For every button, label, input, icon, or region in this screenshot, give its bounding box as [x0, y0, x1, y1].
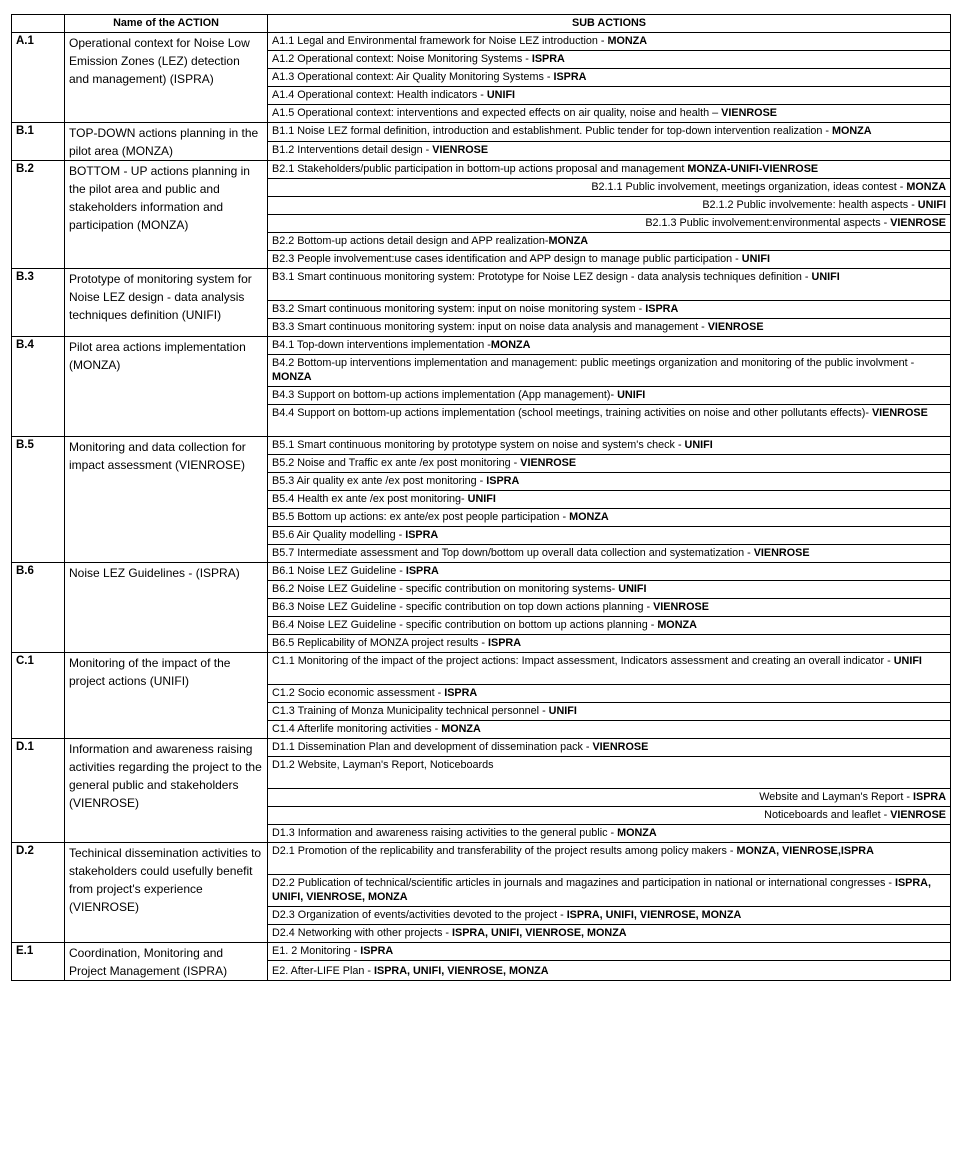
sub-action-text: B5.1 Smart continuous monitoring by prototype system on noise and system's check -	[272, 439, 685, 451]
sub-action-partner: UNIFI	[548, 705, 577, 717]
sub-action	[268, 69, 951, 87]
sub-action	[268, 703, 951, 721]
header-code-cell	[12, 15, 65, 33]
sub-action	[268, 685, 951, 703]
sub-action-text: C1.2 Socio economic assessment -	[272, 687, 445, 699]
sub-action-text: D2.1 Promotion of the replicability and transferability of the project results among policy makers -	[272, 845, 737, 857]
action-code: B.3	[12, 269, 65, 337]
action-code: D.2	[12, 843, 65, 943]
sub-action-partner: ISPRA, UNIFI, VIENROSE, MONZA	[272, 877, 931, 903]
sub-action-partner: ISPRA	[405, 529, 439, 541]
sub-action-partner: UNIFI	[467, 493, 496, 505]
sub-action-text: B3.2 Smart continuous monitoring system: input on noise monitoring system -	[272, 303, 646, 315]
sub-action-partner: ISPRA	[645, 303, 679, 315]
sub-action-partner: MONZA	[272, 371, 312, 383]
sub-action-partner: UNIFI	[811, 271, 840, 283]
sub-action	[268, 907, 951, 925]
action-code: D.1	[12, 739, 65, 843]
header-row	[12, 15, 951, 33]
sub-action-partner: VIENROSE	[707, 321, 764, 333]
sub-action	[268, 789, 951, 807]
sub-action-partner: ISPRA	[360, 945, 394, 957]
sub-action	[268, 563, 951, 581]
action-name: Operational context for Noise Low Emission Zones (LEZ) detection and management) (ISPRA)	[65, 33, 268, 123]
sub-action	[268, 509, 951, 527]
sub-action	[268, 943, 951, 961]
sub-action-text: B6.2 Noise LEZ Guideline - specific contribution on monitoring systems-	[272, 583, 619, 595]
sub-action-partner: VIENROSE	[653, 601, 709, 613]
sub-action-text: E2. After-LIFE Plan -	[272, 965, 375, 977]
action-name: Pilot area actions implementation (MONZA)	[65, 337, 268, 437]
sub-action	[268, 405, 951, 437]
sub-action	[268, 337, 951, 355]
sub-action-text: B6.4 Noise LEZ Guideline - specific contribution on bottom up actions planning -	[272, 619, 658, 631]
sub-action-partner: VIENROSE	[753, 547, 810, 559]
sub-action	[268, 123, 951, 142]
sub-action-partner: MONZA	[906, 181, 946, 193]
action-code: B.1	[12, 123, 65, 161]
sub-action	[268, 87, 951, 105]
sub-action-partner: UNIFI	[618, 583, 647, 595]
sub-action	[268, 807, 951, 825]
sub-action-text: B2.1.2 Public involvemente: health aspects -	[702, 199, 918, 211]
sub-action	[268, 875, 951, 907]
table-row	[12, 437, 951, 455]
sub-action	[268, 105, 951, 123]
sub-action-text: B6.5 Replicability of MONZA project results -	[272, 637, 489, 649]
sub-action-text: B5.3 Air quality ex ante /ex post monitoring -	[272, 475, 487, 487]
sub-action-text: B4.4 Support on bottom-up actions implementation (school meetings, training activities on noise and other pollutants effects)-	[272, 407, 872, 419]
sub-action-text: B5.2 Noise and Traffic ex ante /ex post monitoring -	[272, 457, 521, 469]
sub-action-partner: MONZA	[490, 339, 531, 351]
sub-action-text: D1.1 Dissemination Plan and development of dissemination pack -	[272, 741, 593, 753]
sub-action	[268, 473, 951, 491]
action-name: Information and awareness raising activities regarding the project to the general public and stakeholders (VIENROSE)	[65, 739, 268, 843]
sub-action-partner: VIENROSE	[520, 457, 577, 469]
sub-action-text: C1.4 Afterlife monitoring activities -	[272, 723, 442, 735]
sub-action-text: B2.2 Bottom-up actions detail design and APP realization-	[272, 235, 549, 247]
sub-action-text: C1.1 Monitoring of the impact of the project actions: Impact assessment, Indicators assessment and creating an overall indicator -	[272, 655, 894, 667]
sub-action-text: B6.3 Noise LEZ Guideline - specific contribution on top down actions planning -	[272, 601, 654, 613]
table-row	[12, 161, 951, 179]
sub-action-text: B1.2 Interventions detail design -	[272, 144, 433, 156]
sub-action	[268, 33, 951, 51]
sub-action-partner: MONZA	[617, 827, 657, 839]
sub-action	[268, 843, 951, 875]
sub-action-partner: ISPRA	[444, 687, 478, 699]
header-sub-actions: SUB ACTIONS	[268, 15, 951, 33]
sub-action	[268, 233, 951, 251]
sub-action-text: D1.3 Information and awareness raising activities to the general public -	[272, 827, 618, 839]
sub-action-partner: UNIFI	[684, 439, 713, 451]
table-row	[12, 943, 951, 961]
sub-action-text: B6.1 Noise LEZ Guideline -	[272, 565, 406, 577]
sub-action-partner: MONZA	[569, 511, 609, 523]
table-row	[12, 739, 951, 757]
table-row	[12, 843, 951, 875]
sub-action	[268, 721, 951, 739]
action-code: B.5	[12, 437, 65, 563]
action-code: E.1	[12, 943, 65, 981]
sub-action-partner: ISPRA	[531, 53, 565, 65]
sub-action-text: B2.1.1 Public involvement, meetings organization, ideas contest -	[591, 181, 907, 193]
sub-action-partner: VIENROSE	[432, 144, 489, 156]
sub-action-partner: VIENROSE	[871, 407, 928, 419]
sub-action-text: B3.3 Smart continuous monitoring system: input on noise data analysis and management -	[272, 321, 708, 333]
sub-action-text: B5.5 Bottom up actions: ex ante/ex post people participation -	[272, 511, 570, 523]
sub-action	[268, 455, 951, 473]
sub-action-partner: MONZA	[548, 235, 589, 247]
sub-action-partner: MONZA	[441, 723, 481, 735]
action-code: A.1	[12, 33, 65, 123]
sub-action	[268, 51, 951, 69]
sub-action-partner: MONZA	[657, 619, 697, 631]
sub-action-text: A1.4 Operational context: Health indicators -	[272, 89, 487, 101]
table-row	[12, 33, 951, 51]
sub-action-text: B2.1 Stakeholders/public participation in bottom-up actions proposal and management	[272, 163, 688, 175]
sub-action-partner: MONZA	[607, 35, 648, 47]
sub-action-text: D2.2 Publication of technical/scientific articles in journals and magazines and participation in national or international congresses -	[272, 877, 895, 889]
sub-action-partner: ISPRA, UNIFI, VIENROSE, MONZA	[452, 927, 627, 939]
sub-action-partner: VIENROSE	[890, 217, 946, 229]
sub-action-text: B4.3 Support on bottom-up actions implementation (App management)-	[272, 389, 618, 401]
action-code: B.4	[12, 337, 65, 437]
sub-action	[268, 161, 951, 179]
action-name: Noise LEZ Guidelines - (ISPRA)	[65, 563, 268, 653]
sub-action	[268, 319, 951, 337]
sub-action	[268, 599, 951, 617]
action-name: TOP-DOWN actions planning in the pilot area (MONZA)	[65, 123, 268, 161]
sub-action-text: B4.1 Top-down interventions implementation -	[272, 339, 491, 351]
sub-action	[268, 301, 951, 319]
sub-action-text: A1.1 Legal and Environmental framework for Noise LEZ introduction -	[272, 35, 608, 47]
action-name: Prototype of monitoring system for Noise LEZ design - data analysis techniques definition (UNIFI)	[65, 269, 268, 337]
table-row	[12, 123, 951, 142]
sub-action	[268, 653, 951, 685]
sub-action-partner: UNIFI	[917, 199, 946, 211]
sub-action-partner: UNIFI	[893, 655, 922, 667]
sub-action	[268, 142, 951, 161]
sub-action-partner: ISPRA	[486, 475, 520, 487]
sub-action	[268, 739, 951, 757]
sub-action-text: B2.3 People involvement:use cases identification and APP design to manage public participation -	[272, 253, 742, 265]
sub-action	[268, 925, 951, 943]
sub-action	[268, 215, 951, 233]
sub-action	[268, 825, 951, 843]
sub-action-text: A1.5 Operational context: interventions and expected effects on air quality, noise and health –	[272, 107, 722, 119]
sub-action-text: C1.3 Training of Monza Municipality technical personnel -	[272, 705, 549, 717]
table-row	[12, 269, 951, 301]
sub-action-partner: ISPRA	[488, 637, 522, 649]
sub-action	[268, 179, 951, 197]
sub-action-partner: MONZA	[831, 125, 872, 137]
sub-action	[268, 617, 951, 635]
sub-action	[268, 355, 951, 387]
table-body	[12, 33, 951, 981]
sub-action	[268, 197, 951, 215]
sub-action-text: B5.4 Health ex ante /ex post monitoring-	[272, 493, 468, 505]
sub-action-text: B3.1 Smart continuous monitoring system: Prototype for Noise LEZ design - data analysis techniques definition -	[272, 271, 812, 283]
sub-action	[268, 251, 951, 269]
sub-action	[268, 269, 951, 301]
sub-action-partner: ISPRA	[553, 71, 587, 83]
sub-action-text: A1.3 Operational context: Air Quality Monitoring Systems -	[272, 71, 554, 83]
sub-action-partner: MONZA, VIENROSE,ISPRA	[736, 845, 874, 857]
sub-action	[268, 491, 951, 509]
action-name: BOTTOM - UP actions planning in the pilot area and public and stakeholders information and participation (MONZA)	[65, 161, 268, 269]
sub-action-text: D1.2 Website, Layman's Report, Noticeboards	[272, 759, 494, 771]
sub-action-partner: UNIFI	[741, 253, 770, 265]
sub-action-partner: UNIFI	[617, 389, 646, 401]
sub-action	[268, 757, 951, 789]
sub-action-partner: MONZA-UNIFI-VIENROSE	[687, 163, 819, 175]
sub-action-text: A1.2 Operational context: Noise Monitoring Systems -	[272, 53, 532, 65]
sub-action-text: Website and Layman's Report -	[759, 791, 913, 803]
sub-action-partner: VIENROSE	[592, 741, 649, 753]
action-name: Coordination, Monitoring and Project Management (ISPRA)	[65, 943, 268, 981]
table-row	[12, 653, 951, 685]
sub-action-partner: VIENROSE	[721, 107, 777, 119]
action-code: B.6	[12, 563, 65, 653]
action-code: B.2	[12, 161, 65, 269]
action-name: Monitoring of the impact of the project actions (UNIFI)	[65, 653, 268, 739]
sub-action	[268, 387, 951, 405]
sub-action-partner: ISPRA	[405, 565, 439, 577]
table-row	[12, 337, 951, 355]
sub-action-partner: ISPRA, UNIFI, VIENROSE, MONZA	[566, 909, 742, 921]
header-action-name: Name of the ACTION	[65, 15, 268, 33]
sub-action	[268, 961, 951, 981]
sub-action-text: B4.2 Bottom-up interventions implementation and management: public meetings organization and monitoring of the public involvment -	[272, 357, 915, 369]
sub-action	[268, 545, 951, 563]
sub-action-partner: VIENROSE	[890, 809, 946, 821]
sub-action-partner: UNIFI	[486, 89, 516, 101]
sub-action-text: E1. 2 Monitoring -	[272, 945, 361, 957]
sub-action	[268, 635, 951, 653]
sub-action-text: B5.6 Air Quality modelling -	[272, 529, 406, 541]
action-code: C.1	[12, 653, 65, 739]
sub-action	[268, 527, 951, 545]
sub-action-partner: ISPRA, UNIFI, VIENROSE, MONZA	[374, 965, 549, 977]
sub-action	[268, 581, 951, 599]
sub-action-text: B2.1.3 Public involvement:environmental aspects -	[645, 217, 891, 229]
sub-action-text: D2.3 Organization of events/activities devoted to the project -	[272, 909, 567, 921]
sub-action-text: B5.7 Intermediate assessment and Top down/bottom up overall data collection and systematization -	[272, 547, 754, 559]
table-row	[12, 563, 951, 581]
sub-action	[268, 437, 951, 455]
sub-action-text: B1.1 Noise LEZ formal definition, introduction and establishment. Public tender for top-down intervention realization -	[272, 125, 832, 137]
sub-action-text: D2.4 Networking with other projects -	[272, 927, 453, 939]
action-name: Techinical dissemination activities to stakeholders could usefully benefit from project's experience (VIENROSE)	[65, 843, 268, 943]
sub-action-text: Noticeboards and leaflet -	[764, 809, 891, 821]
action-name: Monitoring and data collection for impact assessment (VIENROSE)	[65, 437, 268, 563]
sub-action-partner: ISPRA	[913, 791, 946, 803]
actions-table	[11, 14, 951, 981]
